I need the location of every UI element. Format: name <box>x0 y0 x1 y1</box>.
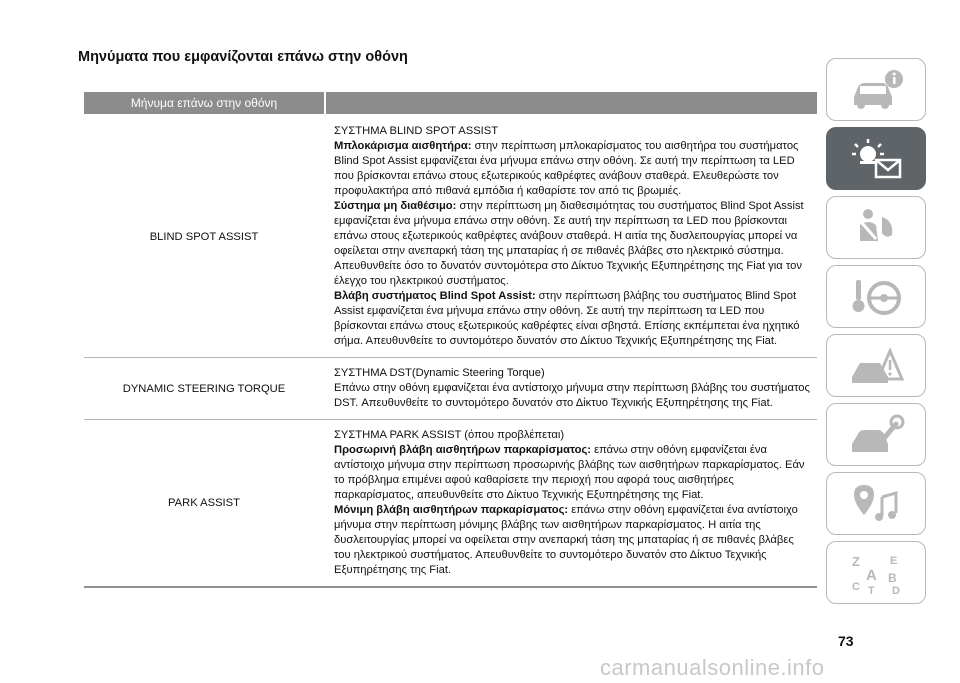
header-description-column <box>326 92 817 114</box>
car-info-icon <box>846 67 906 113</box>
message-label: PARK ASSIST <box>168 497 240 509</box>
paragraph-text: στην περίπτωση μπλοκαρίσματος του αισθητήρα του συστήματος Blind Spot Assist εμφανίζεται ένα μήνυμα επάνω στην οθόνη. Σε αυτή την περίπτωση τα LED που βρίσκονται επάνω στους εξωτερικούς καθρέφτες ανάβουν σταθερά. Ελευθερώστε τον προφυλακτήρα από πιθανά εμπόδια ή καθαρίστε τον από τις βρωμιές. <box>334 140 799 197</box>
table-row <box>84 358 817 420</box>
table-row <box>84 116 817 358</box>
paragraph-heading: Προσωρινή βλάβη αισθητήρων παρκαρίσματος: <box>334 444 591 456</box>
header-message-column: Μήνυμα επάνω στην οθόνη <box>84 92 324 114</box>
table-row <box>84 420 817 588</box>
description-paragraph <box>334 139 811 199</box>
message-description <box>324 420 817 586</box>
steering-wheel-key-icon <box>846 274 906 320</box>
page-title: Μηνύματα που εμφανίζονται επάνω στην οθόνη <box>78 49 408 65</box>
paragraph-text: Επάνω στην οθόνη εμφανίζεται ένα αντίστοιχο μήνυμα στην περίπτωση βλάβης του συστήματος DST. Απευθυνθείτε το συντομότερο δυνατόν στο Δίκτυο Τεχνικής Εξυπηρέτησης της Fiat. <box>334 382 810 409</box>
sidebar-tab-safety[interactable] <box>826 196 926 259</box>
description-paragraph <box>334 199 811 289</box>
watermark: carmanualsonline.info <box>600 655 825 680</box>
paragraph-text: επάνω στην οθόνη εμφανίζεται ένα αντίστοιχο μήνυμα στην περίπτωση μόνιμης βλάβης των αισθητήρων παρκαρίσματος. Η αιτία της δυσλειτουργίας μπορεί να οφείλεται στην ανεπαρκή τάση της μπαταρίας ή σε πιθανές βλάβες του ηλεκτρικού συστήματος. Απευθυνθείτε το συντομότερο δυνατόν στο Δίκτυο Τεχνικής Εξυπηρέτησης της Fiat. <box>334 504 798 576</box>
sidebar-tab-index[interactable] <box>826 541 926 604</box>
sidebar-tab-starting-driving[interactable] <box>826 265 926 328</box>
sidebar-tab-emergency[interactable] <box>826 334 926 397</box>
paragraph-text: ΣΥΣΤΗΜΑ PARK ASSIST (όπου προβλέπεται) <box>334 429 565 441</box>
paragraph-heading: Βλάβη συστήματος Blind Spot Assist: <box>334 290 536 302</box>
description-paragraph <box>334 289 811 349</box>
paragraph-text: ΣΥΣΤΗΜΑ BLIND SPOT ASSIST <box>334 125 499 137</box>
media-navigation-icon <box>846 481 906 527</box>
alphabetical-index-icon <box>846 550 906 596</box>
seatbelt-airbag-icon <box>846 205 906 251</box>
maintenance-wrench-icon <box>846 412 906 458</box>
message-label: DYNAMIC STEERING TORQUE <box>122 382 286 395</box>
paragraph-text: στην περίπτωση βλάβης του συστήματος Blind Spot Assist εμφανίζεται ένα μήνυμα επάνω στην οθόνη. Σε αυτή την περίπτωση τα LED που βρίσκονται επάνω στους εξωτερικούς καθρέφτες είναι σβηστά. Επίσης εκπέμπεται ένα ηχητικό σήμα. Απευθυνθείτε το συντομότερο δυνατόν στο Δίκτυο Τεχνικής Εξυπηρέτησης της Fiat. <box>334 290 800 347</box>
message-description <box>324 358 817 419</box>
description-paragraph <box>334 366 811 381</box>
warning-light-message-icon <box>846 136 906 182</box>
sidebar-tab-multimedia[interactable] <box>826 472 926 535</box>
description-paragraph <box>334 503 811 578</box>
emergency-triangle-icon <box>846 343 906 389</box>
paragraph-heading: Σύστημα μη διαθέσιμο: <box>334 200 457 212</box>
sidebar-tab-car-info[interactable] <box>826 58 926 121</box>
paragraph-text: στην περίπτωση μη διαθεσιμότητας του συστήματος Blind Spot Assist εμφανίζεται ένα μήνυμα επάνω στην οθόνη. Σε αυτή την περίπτωση τα LED που βρίσκονται επάνω στους εξωτερικούς καθρέφτες ανάβουν σταθερά. Η αιτία της δυσλειτουργίας μπορεί να οφείλεται στην ανεπαρκή τάση της μπαταρίας ή σε πιθανές βλάβες στο ηλεκτρικό σύστημα. Απευθυνθείτε όσο το δυνατόν συντομότερα στο Δίκτυο Τεχνικής Εξυπηρέτησης της Fiat για τον έλεγχο του ηλεκτρικού συστήματος. <box>334 200 804 287</box>
page-number: 73 <box>838 633 854 649</box>
index-letters: Z E A B C T D <box>852 553 900 596</box>
description-paragraph <box>334 443 811 503</box>
description-paragraph <box>334 381 811 411</box>
paragraph-text: επάνω στην οθόνη εμφανίζεται ένα αντίστοιχο μήνυμα στην περίπτωση προσωρινής βλάβης των αισθητήρων παρκαρίσματος. Εάν το πρόβλημα επιμένει αφού καθαρίσετε την περιοχή που αφορά τους αισθητήρες παρκαρίσματος, απευθυνθείτε στο Δίκτυο Τεχνικής Εξυπηρέτησης της Fiat. <box>334 444 805 501</box>
paragraph-heading: Μπλοκάρισμα αισθητήρα: <box>334 140 472 152</box>
message-label: BLIND SPOT ASSIST <box>149 230 259 243</box>
sidebar-tab-maintenance[interactable] <box>826 403 926 466</box>
message-description <box>324 116 817 357</box>
table-header <box>84 92 817 114</box>
paragraph-text: ΣΥΣΤΗΜΑ DST(Dynamic Steering Torque) <box>334 367 545 379</box>
description-paragraph <box>334 428 811 443</box>
paragraph-heading: Μόνιμη βλάβη αισθητήρων παρκαρίσματος: <box>334 504 569 516</box>
description-paragraph <box>334 124 811 139</box>
chapter-sidebar <box>826 58 926 610</box>
sidebar-tab-warning-lights[interactable] <box>826 127 926 190</box>
message-table <box>84 116 817 588</box>
